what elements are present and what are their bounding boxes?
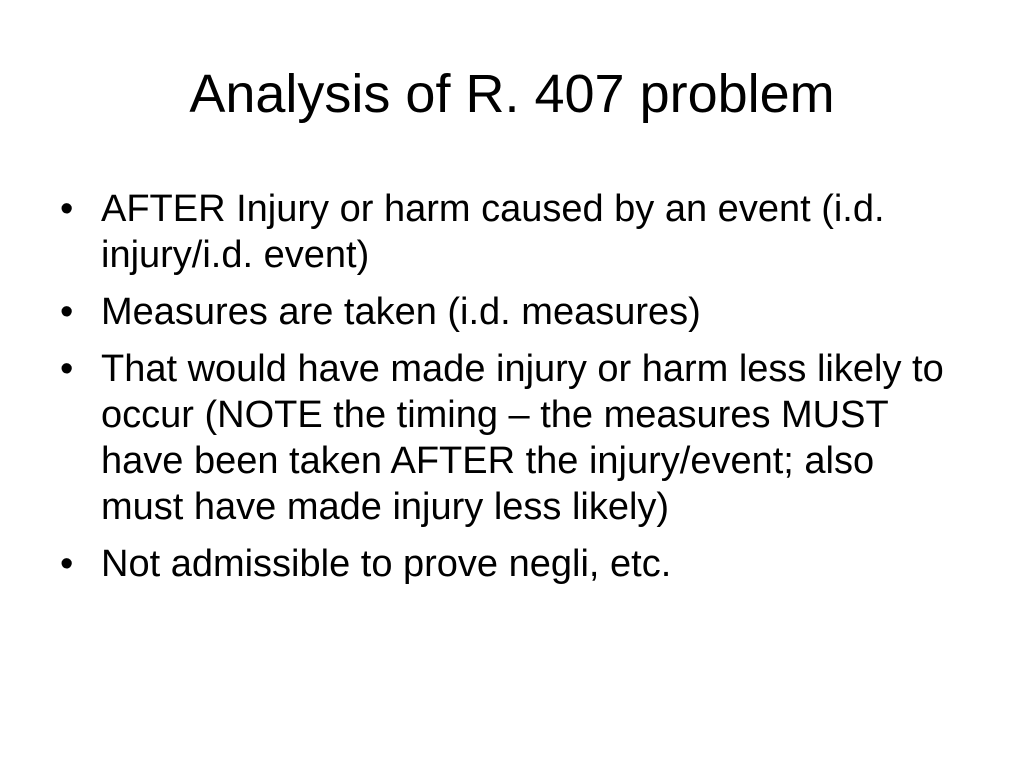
bullet-icon: • xyxy=(60,291,74,333)
bullet-item xyxy=(60,289,960,335)
bullet-text: AFTER Injury or harm caused by an event (i.d. injury/i.d. event) xyxy=(101,188,885,276)
slide-title: Analysis of R. 407 problem xyxy=(189,64,835,124)
bullet-icon: • xyxy=(60,188,74,230)
bullet-text: That would have made injury or harm less likely to occur (NOTE the timing – the measures MUST have been taken AFTER the injury/event; also must have made injury less likely) xyxy=(101,348,944,528)
bullet-item xyxy=(60,346,960,530)
bullet-text: Not admissible to prove negli, etc. xyxy=(101,543,672,585)
bullet-icon: • xyxy=(60,543,74,585)
bullet-item xyxy=(60,541,960,587)
bullet-text: Measures are taken (i.d. measures) xyxy=(101,291,701,333)
bullet-list xyxy=(60,186,960,598)
bullet-item xyxy=(60,186,960,278)
bullet-icon: • xyxy=(60,348,74,390)
